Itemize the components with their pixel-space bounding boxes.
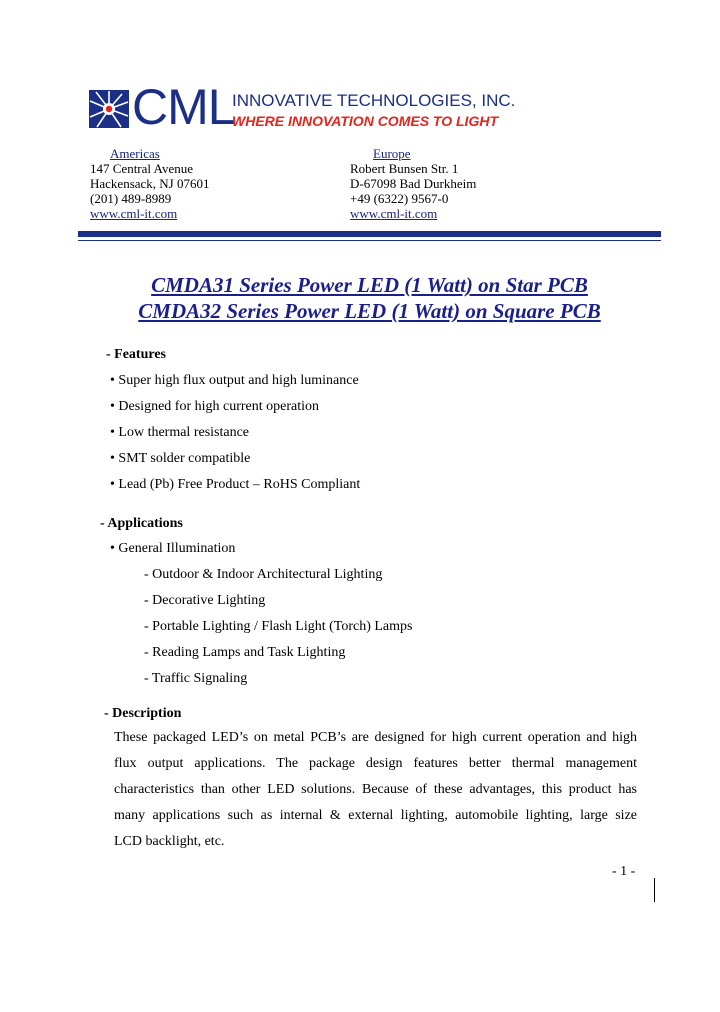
- americas-street: 147 Central Avenue: [90, 161, 194, 176]
- feature-item: • Designed for high current operation: [110, 399, 320, 414]
- description-line: many applications such as internal & external lighting, automobile lighting, large size: [114, 808, 637, 823]
- americas-website-link[interactable]: www.cml-it.com: [90, 206, 178, 221]
- page-number: - 1 -: [612, 864, 636, 879]
- description-line: These packaged LED’s on metal PCB’s are designed for high current operation and high: [114, 730, 637, 745]
- application-item: - Decorative Lighting: [144, 593, 266, 608]
- americas-phone: (201) 489-8989: [90, 191, 172, 206]
- product-title-star: CMDA31 Series Power LED (1 Watt) on Star PCB: [151, 273, 588, 297]
- company-name: INNOVATIVE TECHNOLOGIES, INC.: [232, 91, 516, 110]
- feature-item: • SMT solder compatible: [110, 451, 251, 466]
- description-line: characteristics than other LED solutions. Because of these advantages, this product has: [114, 782, 637, 797]
- europe-heading: Europe: [373, 146, 411, 161]
- cml-logo-icon: [89, 90, 129, 128]
- americas-city: Hackensack, NJ 07601: [90, 176, 210, 191]
- description-line: LCD backlight, etc.: [114, 834, 225, 849]
- header-divider: [78, 231, 661, 237]
- application-item: - Reading Lamps and Task Lighting: [144, 645, 346, 660]
- company-slogan: WHERE INNOVATION COMES TO LIGHT: [232, 113, 498, 129]
- product-title-square: CMDA32 Series Power LED (1 Watt) on Square PCB: [138, 299, 601, 323]
- description-heading: - Description: [104, 706, 182, 721]
- application-item: - Outdoor & Indoor Architectural Lighting: [144, 567, 383, 582]
- application-general: • General Illumination: [110, 541, 236, 556]
- europe-website-link[interactable]: www.cml-it.com: [350, 206, 438, 221]
- europe-street: Robert Bunsen Str. 1: [350, 161, 459, 176]
- feature-item: • Lead (Pb) Free Product – RoHS Compliant: [110, 477, 361, 492]
- header-divider-thin: [78, 240, 661, 241]
- applications-heading: - Applications: [100, 516, 183, 531]
- logo-wordmark: CML: [132, 79, 235, 135]
- application-item: - Traffic Signaling: [144, 671, 248, 686]
- feature-item: • Low thermal resistance: [110, 425, 250, 440]
- page-edge-mark: [654, 878, 655, 902]
- description-line: flux output applications. The package design features better thermal management: [114, 756, 637, 771]
- europe-city: D-67098 Bad Durkheim: [350, 176, 477, 191]
- europe-phone: +49 (6322) 9567-0: [350, 191, 449, 206]
- feature-item: • Super high flux output and high luminance: [110, 373, 359, 388]
- americas-heading: Americas: [110, 146, 160, 161]
- application-item: - Portable Lighting / Flash Light (Torch) Lamps: [144, 619, 413, 634]
- features-heading: - Features: [106, 347, 166, 362]
